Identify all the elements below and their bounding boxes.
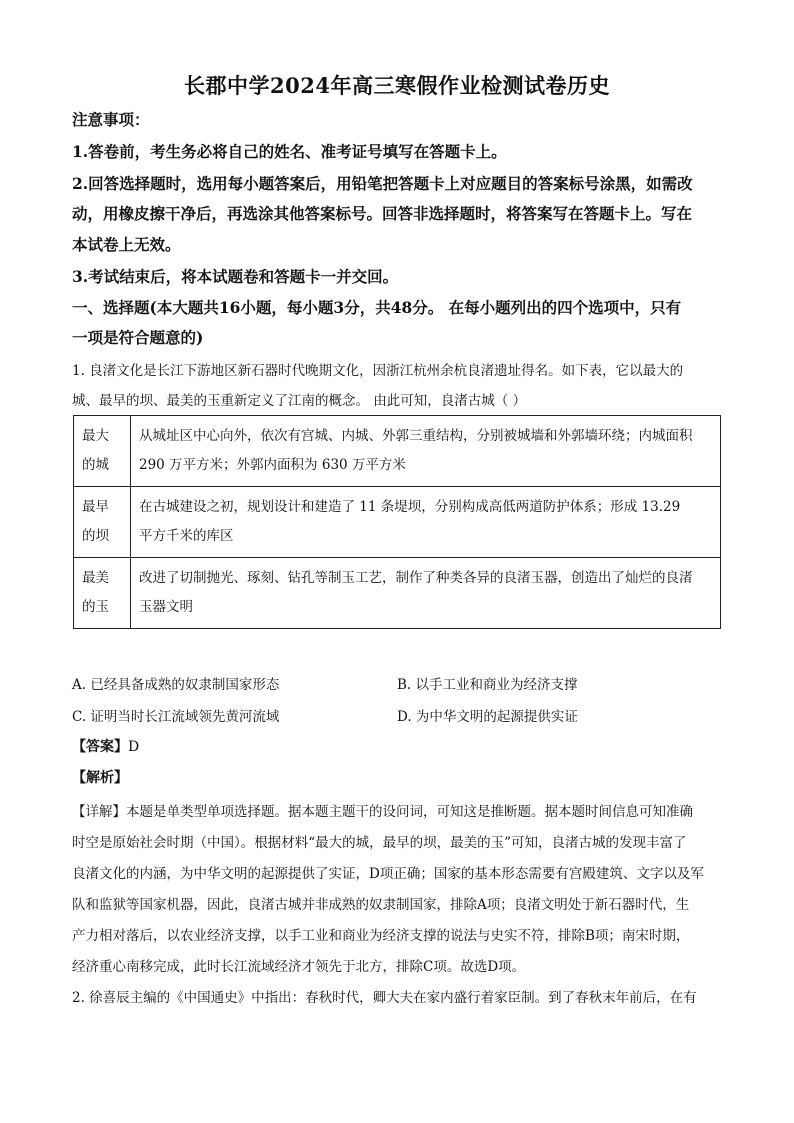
table-content-cell	[131, 558, 721, 629]
table-content-cell	[131, 416, 721, 487]
table-content-line: 在古城建设之初，规划设计和建造了 11 条堤坝，分别构成高低两道防护体系；形成 13.29	[139, 499, 681, 515]
q1-detail-line-4: 队和监狱等国家机器，因此，良渚古城并非成熟的奴隶制国家，排除A项；良渚文明处于新石器时代，生	[72, 897, 690, 913]
table-row	[74, 487, 721, 558]
answer-value: D	[128, 739, 140, 755]
table-row	[74, 558, 721, 629]
q1-detail-line-2: 时空是原始社会时期（中国）。根据材料“最大的城，最早的坝，最美的玉”可知，良渚古城的发现丰富了	[72, 835, 687, 851]
section-heading-line-2: 一项是符合题意的)	[72, 328, 204, 347]
q1-detail-line-5: 产力相对落后，以农业经济支撑，以手工业和商业为经济支撑的说法与史实不符，排除B项；南宋时期，	[72, 928, 690, 944]
table-header-line: 最早	[82, 499, 109, 515]
table-content-cell	[131, 487, 721, 558]
q1-stem-line-1: 1. 良渚文化是长江下游地区新石器时代晚期文化，因浙江杭州余杭良渚遗址得名。如下表，它以最大的	[72, 363, 684, 379]
q1-option-c: C. 证明当时长江流域领先黄河流域	[72, 709, 280, 725]
table-content-line: 从城址区中心向外，依次有宫城、内城、外郭三重结构，分别被城墙和外郭墙环绕；内城面积	[139, 428, 693, 444]
notice-item-2-line-3: 本试卷上无效。	[72, 235, 181, 254]
table-header-line: 的坝	[82, 528, 109, 544]
answer-label: 【答案】	[72, 739, 128, 755]
table-content-line: 玉器文明	[139, 599, 193, 615]
notice-item-2-line-1: 2.回答选择题时，选用每小题答案后，用铅笔把答题卡上对应题目的答案标号涂黑，如需改	[72, 174, 693, 193]
page-title: 长郡中学2024年高三寒假作业检测试卷历史	[184, 73, 610, 98]
table-row	[74, 416, 721, 487]
table-header-line: 的城	[82, 457, 109, 473]
notice-heading: 注意事项：	[72, 110, 150, 129]
notice-item-1: 1.答卷前，考生务必将自己的姓名、准考证号填写在答题卡上。	[72, 142, 507, 161]
q1-detail-line-3: 良渚文化的内涵，为中华文明的起源提供了实证，D项正确；国家的基本形态需要有宫殿建筑、文字以及军	[72, 866, 704, 882]
q1-detail-line-1: 【详解】本题是单类型单项选择题。据本题主题干的设问词，可知这是推断题。据本题时间信息可知准确	[72, 804, 693, 820]
table-header-line: 最美	[82, 570, 109, 586]
q1-detail-line-6: 经济重心南移完成，此时长江流域经济才领先于北方，排除C项。故选D项。	[72, 959, 526, 975]
notice-item-2-line-2: 动，用橡皮擦干净后，再选涂其他答案标号。回答非选择题时，将答案写在答题卡上。写在	[72, 204, 693, 223]
table-header-line: 最大	[82, 428, 109, 444]
q1-option-d: D. 为中华文明的起源提供实证	[397, 709, 578, 725]
table-header-cell	[74, 487, 131, 558]
table-header-cell	[74, 416, 131, 487]
q1-answer	[72, 736, 139, 756]
q1-analysis-label: 【解析】	[72, 770, 128, 786]
q1-option-a: A. 已经具备成熟的奴隶制国家形态	[72, 677, 280, 693]
q1-stem-line-2: 城、最早的坝、最美的玉重新定义了江南的概念。 由此可知，良渚古城（ ）	[72, 393, 527, 409]
notice-item-3: 3.考试结束后，将本试题卷和答题卡一并交回。	[72, 267, 399, 286]
q1-table	[73, 415, 721, 629]
table-content-line: 改进了切制抛光、琢刻、钻孔等制玉工艺，制作了种类各异的良渚玉器，创造出了灿烂的良渚	[139, 570, 693, 586]
table-header-cell	[74, 558, 131, 629]
table-content-line: 290 万平方米；外郭内面积为 630 万平方米	[139, 457, 406, 473]
table-header-line: 的玉	[82, 599, 109, 615]
table-content-line: 平方千米的库区	[139, 528, 234, 544]
q2-stem-line-1: 2. 徐喜辰主编的《中国通史》中指出：春秋时代，卿大夫在家内盛行着家臣制。到了春秋末年前后，在有	[72, 990, 697, 1006]
q1-option-b: B. 以手工业和商业为经济支撑	[397, 677, 578, 693]
section-heading-line-1: 一、选择题(本大题共16小题，每小题3分，共48分。 在每小题列出的四个选项中，只有	[72, 298, 682, 317]
